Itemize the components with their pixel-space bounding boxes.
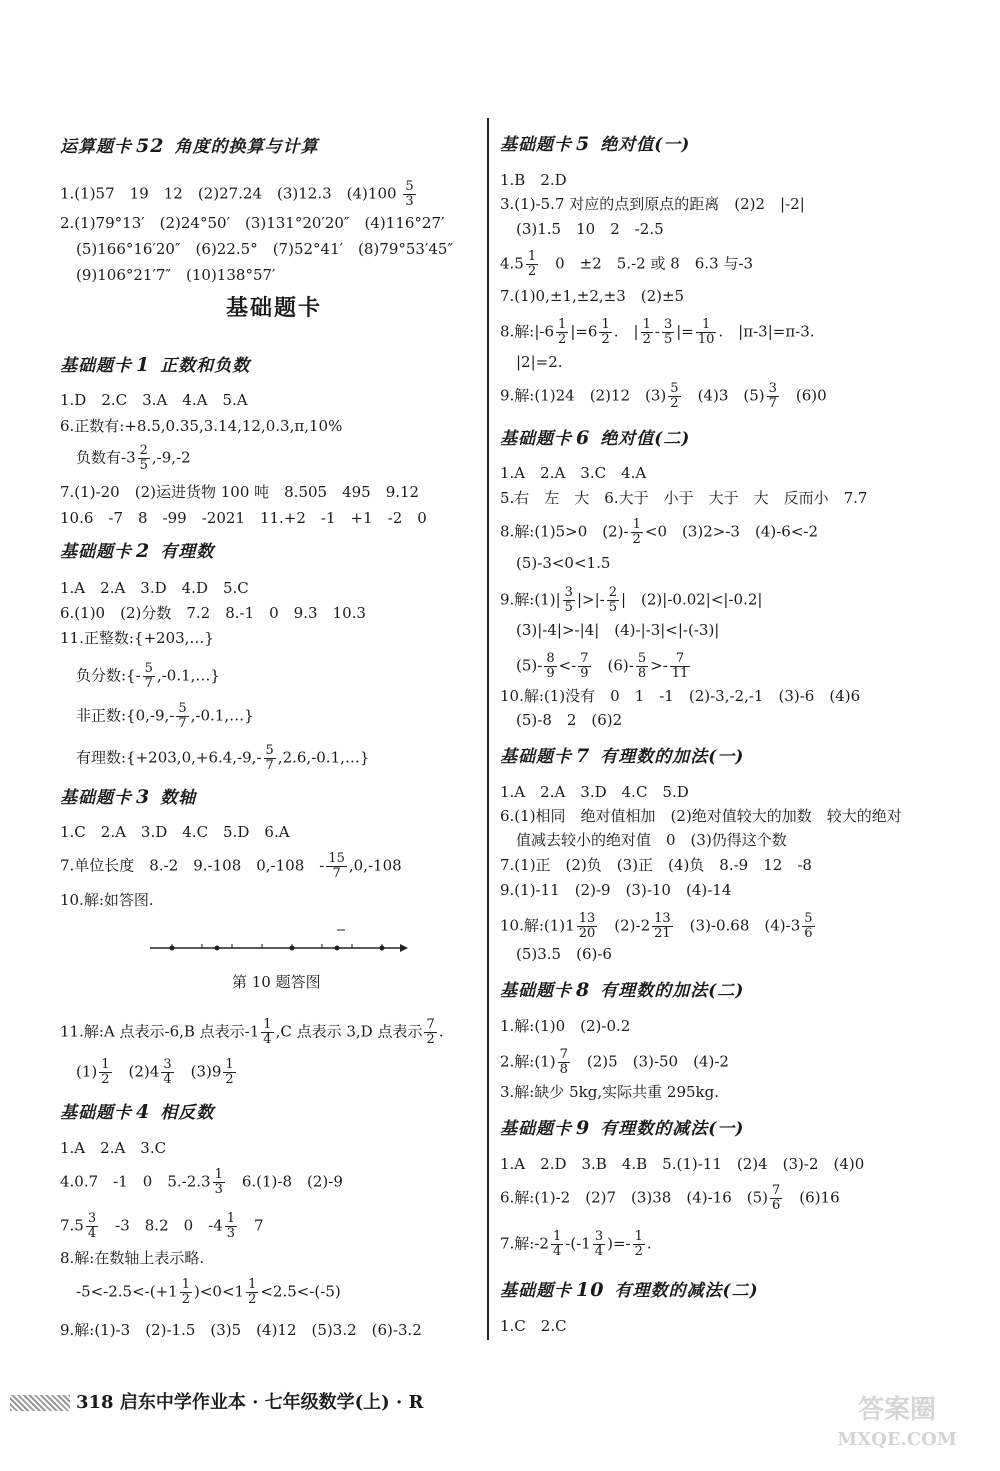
fraction <box>143 662 155 691</box>
numerator: 3 <box>163 1057 172 1072</box>
section-number: 4 <box>136 1101 151 1123</box>
denominator: 3 <box>226 1226 236 1241</box>
answer-text: ,C 点表示 3,D 点表示 <box>275 1022 423 1041</box>
answer-line: 6.正数有:+8.5,0.35,3.14,12,0.3,π,10% <box>60 417 343 435</box>
answer-text: 8.解:(1)5>0 (2)- <box>500 522 629 541</box>
watermark-logo <box>812 1395 982 1465</box>
denominator: 4 <box>263 1032 272 1047</box>
answer-line: 1.D 2.C 3.A 4.A 5.A <box>60 391 248 409</box>
answer-line: 11.正整数:{+203,…} <box>60 629 214 647</box>
answer-text: (5)- <box>516 656 543 675</box>
answer-text: )<0<1 <box>194 1282 245 1301</box>
answer-line <box>500 1230 652 1259</box>
answer-text: >- <box>650 656 668 675</box>
section-heading-52 <box>60 136 318 157</box>
denominator: 21 <box>654 926 671 941</box>
numerator: 1 <box>527 249 537 264</box>
answer-text: 11.解:A 点表示-6,B 点表示-1 <box>60 1022 260 1041</box>
denominator: 9 <box>546 666 555 681</box>
answer-text: (2)5 (3)-50 (4)-2 <box>571 1052 729 1071</box>
denominator: 2 <box>601 332 610 347</box>
numerator: 3 <box>564 585 573 600</box>
section-label: 基础题卡 <box>60 788 132 808</box>
answer-line <box>60 1168 343 1197</box>
numerator: 1 <box>226 1211 236 1226</box>
answer-text: . | <box>613 322 639 341</box>
fraction <box>176 702 188 731</box>
answer-text: -5<-2.5<-(+1 <box>76 1282 178 1301</box>
fraction <box>558 1048 570 1077</box>
numerator: 5 <box>405 179 414 194</box>
answer-text: <- <box>558 656 577 675</box>
answer-line: 9.解:(1)-3 (2)-1.5 (3)5 (4)12 (5)3.2 (6)-3.2 <box>60 1321 422 1339</box>
answer-line <box>500 318 815 347</box>
section-heading-5 <box>500 134 690 155</box>
fraction <box>223 1058 235 1087</box>
section-name: 角度的换算与计算 <box>174 137 319 157</box>
answer-line: 3.(1)-5.7 对应的点到原点的距离 (2)2 |-2| <box>500 195 805 213</box>
section-name: 有理数 <box>160 542 215 562</box>
denominator: 2 <box>101 1072 110 1087</box>
point-e <box>380 946 385 951</box>
denominator: 2 <box>632 532 641 547</box>
answer-text: 7.单位长度 8.-2 9.-108 0,-108 - <box>60 856 325 875</box>
fraction <box>607 586 619 615</box>
numerator: 3 <box>768 381 777 396</box>
fraction <box>633 1230 645 1259</box>
fraction <box>577 912 598 941</box>
section-label: 基础题卡 <box>500 747 572 767</box>
answer-line <box>500 518 818 547</box>
denominator: 5 <box>608 600 617 615</box>
fraction <box>138 444 150 473</box>
denominator: 7 <box>332 866 341 881</box>
answer-line: (5)-8 2 (6)2 <box>516 711 623 729</box>
answer-line <box>500 1048 729 1077</box>
answer-line: 7.(1)-20 (2)运进货物 100 吨 8.505 495 9.12 <box>60 483 420 501</box>
answer-text: . |π-3|=π-3. <box>718 322 815 341</box>
denominator: 2 <box>181 1292 190 1307</box>
denominator: 5 <box>564 600 573 615</box>
answer-line: (9)106°21′7″ (10)138°57′ <box>76 266 276 284</box>
numerator: 7 <box>426 1017 435 1032</box>
denominator: 11 <box>671 666 689 681</box>
denominator: 6 <box>804 926 813 941</box>
fraction <box>544 652 556 681</box>
denominator: 6 <box>772 1198 781 1213</box>
section-number: 6 <box>576 427 591 449</box>
denominator: 8 <box>559 1062 568 1077</box>
answer-line: 9.(1)-11 (2)-9 (3)-10 (4)-14 <box>500 881 732 899</box>
answer-line: 1.A 2.D 3.B 4.B 5.(1)-11 (2)4 (3)-2 (4)0 <box>500 1155 865 1173</box>
answer-line: 2.(1)79°13′ (2)24°50′ (3)131°20′20″ (4)116°27′ <box>60 214 445 232</box>
fraction <box>631 518 643 547</box>
answer-text: ,0,-108 <box>348 856 402 875</box>
numerator: 5 <box>804 911 813 926</box>
numerator: 1 <box>632 517 641 532</box>
section-name: 有理数的减法(一) <box>600 1119 745 1139</box>
answer-text: (3)-0.68 (4)-3 <box>674 916 801 935</box>
denominator: 7 <box>178 716 187 731</box>
denominator: 4 <box>552 1244 562 1259</box>
section-label: 基础题卡 <box>60 1103 132 1123</box>
answer-text: 7.5 <box>60 1216 84 1235</box>
fraction <box>161 1058 173 1087</box>
numerator: 7 <box>580 651 589 666</box>
denominator: 2 <box>426 1032 435 1047</box>
denominator: 2 <box>642 332 651 347</box>
answer-line <box>76 444 191 473</box>
answer-line <box>76 702 254 731</box>
denominator: 3 <box>405 194 414 209</box>
numerator: 5 <box>670 381 679 396</box>
fraction <box>593 1230 605 1259</box>
fraction <box>599 318 611 347</box>
denominator: 2 <box>248 1292 257 1307</box>
answer-text: (6)- <box>592 656 634 675</box>
section-number: 7 <box>576 745 591 767</box>
answer-text: . <box>646 1234 652 1253</box>
point-a <box>170 946 175 951</box>
answer-text: |=6 <box>570 322 598 341</box>
fraction <box>526 250 538 279</box>
number-line-figure <box>150 920 410 970</box>
answer-text: (1) <box>76 1062 98 1081</box>
fraction <box>424 1018 436 1047</box>
answer-text: (3)9 <box>175 1062 222 1081</box>
section-name: 有理数的减法(二) <box>614 1281 759 1301</box>
numerator: 13 <box>578 911 596 926</box>
answer-text: <0 (3)2>-3 (4)-6<-2 <box>644 522 818 541</box>
answer-line: 值减去较小的绝对值 0 (3)仍得这个数 <box>516 831 787 849</box>
denominator: 5 <box>663 332 673 347</box>
watermark-text: 答案圈 <box>857 1395 936 1425</box>
section-number: 9 <box>576 1117 591 1139</box>
answer-text: )=- <box>607 1234 631 1253</box>
section-heading-1 <box>60 355 250 376</box>
answer-line: 1.A 2.A 3.C <box>60 1139 167 1157</box>
numerator: 7 <box>670 652 691 667</box>
answer-line: |2|=2. <box>516 353 563 371</box>
answer-text: 有理数:{+203,0,+6.4,-9,- <box>76 748 262 767</box>
answer-line <box>500 1184 840 1213</box>
answer-text: . <box>438 1022 444 1041</box>
fraction <box>652 912 673 941</box>
fraction <box>802 912 814 941</box>
denominator: 9 <box>580 666 589 681</box>
page-section-title: 基础题卡 <box>226 295 323 321</box>
footer-pattern <box>10 1395 70 1411</box>
answer-text: (6)16 <box>784 1188 840 1207</box>
fraction <box>264 744 276 773</box>
footer-text: 318 启东中学作业本 · 七年级数学(上) · R <box>76 1392 424 1413</box>
numerator: 2 <box>139 443 148 458</box>
answer-text: 6.(1)-8 (2)-9 <box>226 1172 343 1191</box>
answer-text: 负数有-3 <box>76 448 136 467</box>
fraction <box>563 586 575 615</box>
fraction <box>180 1278 192 1307</box>
answer-line: 7.(1)正 (2)负 (3)正 (4)负 8.-9 12 -8 <box>500 856 812 874</box>
numerator: 13 <box>654 911 671 926</box>
section-label: 基础题卡 <box>500 429 572 449</box>
numerator: 1 <box>696 318 717 333</box>
answer-text: 8.解:|-6 <box>500 322 555 341</box>
denominator: 7 <box>144 676 153 691</box>
section-name: 正数和负数 <box>160 356 251 376</box>
answer-text: <2.5<-(-5) <box>260 1282 341 1301</box>
answer-text: |>|- <box>576 590 605 609</box>
page-footer <box>10 1388 423 1414</box>
numerator: 1 <box>634 1229 643 1244</box>
point-b <box>215 946 220 951</box>
answer-line: 1.A 2.A 3.D 4.C 5.D <box>500 783 689 801</box>
denominator: 2 <box>670 396 679 411</box>
answer-text: 7 <box>239 1216 264 1235</box>
numerator: 5 <box>637 651 647 666</box>
fraction <box>670 652 691 681</box>
answer-text: 4.5 <box>500 254 524 273</box>
denominator: 4 <box>163 1072 172 1087</box>
answer-line: (5)3.5 (6)-6 <box>516 945 612 963</box>
fraction <box>326 852 347 881</box>
numerator: 1 <box>558 317 567 332</box>
answer-line: 10.6 -7 8 -99 -2021 11.+2 -1 +1 -2 0 <box>60 509 427 527</box>
section-heading-10 <box>500 1280 759 1301</box>
fraction <box>246 1278 258 1307</box>
answer-text: 0 ±2 5.-2 或 8 6.3 与-3 <box>540 254 754 273</box>
numerator: 3 <box>663 317 673 332</box>
numerator: 3 <box>87 1211 97 1226</box>
section-label: 基础题卡 <box>500 135 572 155</box>
answer-line <box>76 662 220 691</box>
section-name: 绝对值(一) <box>600 135 691 155</box>
answer-line: 1.A 2.A 3.C 4.A <box>500 464 647 482</box>
fraction <box>551 1230 563 1259</box>
answer-text: 7.解:-2 <box>500 1234 549 1253</box>
answer-line: (5)-3<0<1.5 <box>516 554 611 572</box>
answer-text: 1.(1)57 19 12 (2)27.24 (3)12.3 (4)100 <box>60 184 397 203</box>
answer-line: 10.解:(1)没有 0 1 -1 (2)-3,-2,-1 (3)-6 (4)6 <box>500 687 861 705</box>
answer-line <box>60 180 418 209</box>
answer-text: -(-1 <box>565 1234 591 1253</box>
answer-text: 4.0.7 -1 0 5.-2.3 <box>60 1172 211 1191</box>
answer-line <box>516 652 692 681</box>
numerator: 1 <box>248 1277 257 1292</box>
section-label: 基础题卡 <box>60 356 132 376</box>
answer-line: (3)|-4|>-|4| (4)-|-3|<|-(-3)| <box>516 621 720 639</box>
denominator: 2 <box>634 1244 643 1259</box>
point-c <box>290 946 295 951</box>
answer-text: 9.解:(1)24 (2)12 (3) <box>500 386 667 405</box>
fraction <box>578 652 590 681</box>
answer-text: (6)0 <box>780 386 827 405</box>
section-number: 52 <box>136 135 165 157</box>
section-number: 3 <box>136 786 151 808</box>
denominator: 2 <box>558 332 567 347</box>
answer-text: |= <box>676 322 694 341</box>
answer-text: 10.解:(1)1 <box>500 916 575 935</box>
section-heading-8 <box>500 980 744 1001</box>
denominator: 4 <box>594 1244 604 1259</box>
answer-line: 1.B 2.D <box>500 171 567 189</box>
section-name: 相反数 <box>160 1103 215 1123</box>
answer-line <box>76 1058 238 1087</box>
answer-line: 3.解:缺少 5kg,实际共重 295kg. <box>500 1083 719 1101</box>
section-heading-6 <box>500 428 690 449</box>
answer-line <box>60 1018 444 1047</box>
section-heading-7 <box>500 746 744 767</box>
section-label: 基础题卡 <box>500 1119 572 1139</box>
numerator: 7 <box>772 1183 781 1198</box>
section-number: 2 <box>136 540 151 562</box>
section-name: 绝对值(二) <box>600 429 691 449</box>
point-d <box>335 946 340 951</box>
numerator: 5 <box>144 661 153 676</box>
section-label: 基础题卡 <box>500 981 572 1001</box>
denominator: 10 <box>697 332 715 347</box>
answer-line <box>500 382 827 411</box>
answer-text: ,-0.1,…} <box>190 706 254 725</box>
answer-text: 9.解:(1)| <box>500 590 561 609</box>
watermark-url: MXQE.COM <box>837 1429 957 1450</box>
denominator: 2 <box>225 1072 234 1087</box>
numerator: 1 <box>601 317 610 332</box>
denominator: 8 <box>637 666 647 681</box>
fraction <box>662 318 674 347</box>
answer-line: 1.解:(1)0 (2)-0.2 <box>500 1017 631 1035</box>
numerator: 1 <box>225 1057 234 1072</box>
fraction <box>225 1212 237 1241</box>
denominator: 5 <box>139 458 148 473</box>
answer-text: ,-0.1,…} <box>156 666 220 685</box>
numerator: 5 <box>265 743 274 758</box>
fraction <box>770 1184 782 1213</box>
answer-text: ,-9,-2 <box>151 448 191 467</box>
section-number: 10 <box>576 1279 605 1301</box>
fraction <box>261 1018 273 1047</box>
answer-line: 7.(1)0,±1,±2,±3 (2)±5 <box>500 287 685 305</box>
section-number: 1 <box>136 354 151 376</box>
answer-text: 非正数:{0,-9,- <box>76 706 175 725</box>
answer-line: 6.(1)0 (2)分数 7.2 8.-1 0 9.3 10.3 <box>60 604 366 622</box>
numerator: 1 <box>552 1229 562 1244</box>
answer-line: 6.(1)相同 绝对值相加 (2)绝对值较大的加数 较大的绝对 <box>500 807 902 825</box>
answer-text: - <box>654 322 660 341</box>
denominator: 2 <box>527 264 537 279</box>
fraction <box>99 1058 111 1087</box>
answer-line <box>500 912 817 941</box>
answer-text: 负分数:{- <box>76 666 141 685</box>
answer-line: 10.解:如答图. <box>60 891 154 909</box>
denominator: 3 <box>214 1182 223 1197</box>
fraction <box>213 1168 225 1197</box>
fraction <box>556 318 568 347</box>
numerator: 15 <box>328 851 345 866</box>
section-name: 有理数的加法(二) <box>600 981 745 1001</box>
numerator: 1 <box>263 1017 272 1032</box>
numerator: 1 <box>181 1277 190 1292</box>
answer-line: 1.C 2.A 3.D 4.C 5.D 6.A <box>60 823 290 841</box>
answer-line: 8.解:在数轴上表示略. <box>60 1249 205 1267</box>
section-heading-4 <box>60 1102 214 1123</box>
answer-text: 2.解:(1) <box>500 1052 556 1071</box>
answer-text: (4)3 (5) <box>682 386 765 405</box>
denominator: 20 <box>578 926 596 941</box>
answer-line <box>500 586 762 615</box>
answer-text: (2)4 <box>113 1062 160 1081</box>
answer-line: 1.C 2.C <box>500 1317 567 1335</box>
fraction <box>86 1212 98 1241</box>
numerator: 1 <box>101 1057 110 1072</box>
fraction <box>636 652 648 681</box>
answer-text: -3 8.2 0 -4 <box>100 1216 223 1235</box>
answer-line: (5)166°16′20″ (6)22.5° (7)52°41′ (8)79°53′45″ <box>76 240 454 258</box>
section-label: 基础题卡 <box>60 542 132 562</box>
answer-line: 5.右 左 大 6.大于 小于 大于 大 反而小 7.7 <box>500 489 868 507</box>
numerator: 2 <box>608 585 617 600</box>
numerator: 8 <box>546 651 555 666</box>
fraction <box>668 382 680 411</box>
answer-text: (2)-2 <box>599 916 651 935</box>
section-heading-9 <box>500 1118 744 1139</box>
arrow-icon <box>400 944 408 952</box>
answer-line: (3)1.5 10 2 -2.5 <box>516 220 664 238</box>
denominator: 7 <box>768 396 777 411</box>
section-name: 有理数的加法(一) <box>600 747 745 767</box>
numerator: 3 <box>594 1229 604 1244</box>
numerator: 1 <box>642 317 651 332</box>
fraction <box>403 180 415 209</box>
fraction <box>696 318 717 347</box>
section-heading-2 <box>60 541 214 562</box>
answer-line <box>76 1278 341 1307</box>
section-label: 运算题卡 <box>60 137 132 157</box>
column-divider <box>487 118 489 1340</box>
answer-text: ,2.6,-0.1,…} <box>277 748 370 767</box>
section-number: 8 <box>576 979 591 1001</box>
fraction <box>767 382 779 411</box>
numerator: 1 <box>214 1167 223 1182</box>
denominator: 7 <box>265 758 274 773</box>
denominator: 4 <box>87 1226 97 1241</box>
fraction <box>641 318 653 347</box>
section-label: 基础题卡 <box>500 1281 572 1301</box>
answer-text: 6.解:(1)-2 (2)7 (3)38 (4)-16 (5) <box>500 1188 769 1207</box>
answer-line <box>60 852 402 881</box>
section-name: 数轴 <box>160 788 197 808</box>
answer-line: 1.A 2.A 3.D 4.D 5.C <box>60 579 249 597</box>
answer-line <box>60 1212 264 1241</box>
section-number: 5 <box>576 133 591 155</box>
numerator: 7 <box>559 1047 568 1062</box>
answer-text: | (2)|-0.02|<|-0.2| <box>620 590 763 609</box>
numerator: 5 <box>178 701 187 716</box>
figure-caption: 第 10 题答图 <box>232 973 321 991</box>
answer-line <box>500 250 753 279</box>
answer-line <box>76 744 369 773</box>
section-heading-3 <box>60 787 196 808</box>
